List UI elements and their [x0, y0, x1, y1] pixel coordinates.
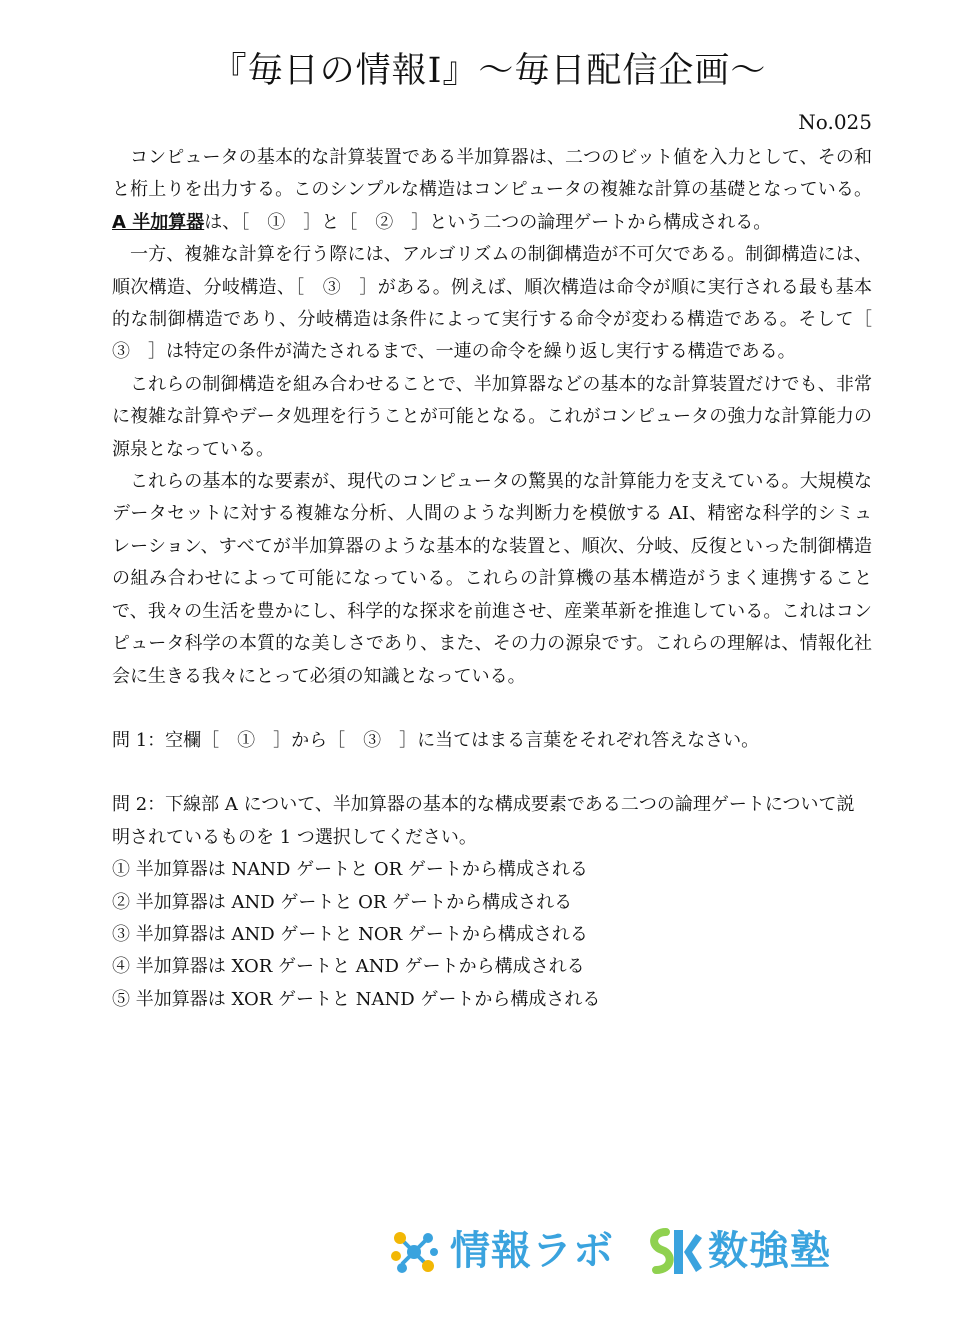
spacer — [112, 757, 872, 789]
paragraph-1-text-b: は、［ ① ］と［ ② ］という二つの論理ゲートから構成される。 — [204, 211, 772, 233]
page-title: 『毎日の情報Ⅰ』〜毎日配信企画〜 — [211, 51, 767, 91]
answer-option: ② 半加算器は AND ゲートと OR ゲートから構成される — [112, 891, 573, 913]
footer-logos — [388, 1218, 868, 1282]
document-number: No.025 — [798, 110, 872, 134]
underlined-term-a: A 半加算器 — [112, 211, 205, 233]
paragraph-2: 一方、複雑な計算を行う際には、アルゴリズムの制御構造が不可欠である。制御構造には、順次構造、分岐構造、［ ③ ］がある。例えば、順次構造は命令が順に実行される最も基本的な制御構造であり、分岐構造は条件によって実行する命令が変わる構造である。そして［ ③ ］は特定の条件が満たされるまで、一連の命令を繰り返し実行する構造である。 — [112, 244, 890, 363]
paragraph-4: これらの基本的な要素が、現代のコンピュータの驚異的な計算能力を支えている。大規模なデータセットに対する複雑な分析、人間のような判断力を模倣する AI、精密な科学的シミュレーション、すべてが半加算器のような基本的な装置と、順次、分岐、反復といった制御構造の組み合わせによって可能になっている。これらの計算機の基本構造がうまく連携することで、我々の生活を豊かにし、科学的な探求を前進させ、産業革新を推進している。これはコンピュータ科学の本質的な美しさであり、また、その力の源泉です。これらの理解は、情報化社会に生きる我々にとって必須の知識となっている。 — [112, 471, 872, 687]
question-1: 問 1：空欄［ ① ］から［ ③ ］に当てはまる言葉をそれぞれ答えなさい。 — [112, 729, 760, 751]
answer-option: ① 半加算器は NAND ゲートと OR ゲートから構成される — [112, 859, 588, 881]
paragraph-1 — [112, 142, 872, 239]
answer-option: ⑤ 半加算器は XOR ゲートと NAND ゲートから構成される — [112, 988, 601, 1010]
paragraph-1-text-a: コンピュータの基本的な計算装置である半加算器は、二つのビット値を入力として、その和と桁上りを出力する。このシンプルな構造はコンピュータの複雑な計算の基礎となっている。 — [112, 147, 872, 201]
answer-option: ③ 半加算器は AND ゲートと NOR ゲートから構成される — [112, 923, 588, 945]
document-body — [112, 142, 890, 1016]
spacer — [112, 693, 872, 725]
paragraph-3: これらの制御構造を組み合わせることで、半加算器などの基本的な計算装置だけでも、非常に複雑な計算やデータ処理を行うことが可能となる。これがコンピュータの強力な計算能力の源泉となっている。 — [112, 373, 872, 460]
suukyoujuku-logo-icon — [644, 1224, 704, 1280]
jouhou-labo-logo-icon — [388, 1226, 440, 1278]
answer-option: ④ 半加算器は XOR ゲートと AND ゲートから構成される — [112, 956, 585, 978]
suukyoujuku-logo-text: 数強塾 — [708, 1228, 831, 1274]
question-2: 問 2：下線部 A について、半加算器の基本的な構成要素である二つの論理ゲートについて説明されているものを 1 つ選択してください。 — [112, 794, 855, 848]
jouhou-labo-logo-text: 情報ラボ — [450, 1228, 614, 1274]
